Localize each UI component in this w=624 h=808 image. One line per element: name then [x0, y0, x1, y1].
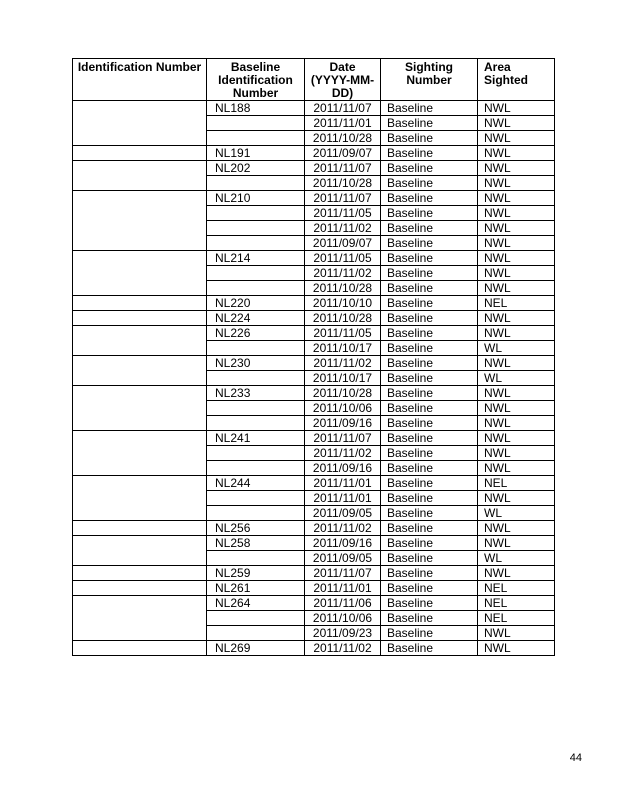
cell-date: 2011/11/01 — [305, 476, 381, 491]
cell-date: 2011/10/06 — [305, 401, 381, 416]
cell-area-sighted: NWL — [478, 626, 555, 641]
cell-identification-number — [73, 326, 207, 341]
cell-identification-number — [73, 161, 207, 176]
cell-area-sighted: NWL — [478, 356, 555, 371]
cell-identification-number — [73, 206, 207, 221]
cell-baseline-id: NL264 — [207, 596, 305, 611]
cell-baseline-id: NL188 — [207, 101, 305, 116]
table-row — [73, 176, 555, 191]
header-area-sighted: Area Sighted — [478, 59, 555, 101]
cell-identification-number — [73, 296, 207, 311]
cell-area-sighted: NWL — [478, 386, 555, 401]
cell-area-sighted: WL — [478, 341, 555, 356]
cell-baseline-id — [207, 611, 305, 626]
cell-area-sighted: NWL — [478, 311, 555, 326]
cell-sighting-number: Baseline — [381, 446, 478, 461]
table-row — [73, 206, 555, 221]
table-row — [73, 596, 555, 611]
cell-date: 2011/11/07 — [305, 101, 381, 116]
cell-identification-number — [73, 401, 207, 416]
cell-date: 2011/10/17 — [305, 371, 381, 386]
cell-date: 2011/11/07 — [305, 161, 381, 176]
table-row — [73, 191, 555, 206]
table-row — [73, 581, 555, 596]
cell-area-sighted: WL — [478, 551, 555, 566]
table-row — [73, 146, 555, 161]
cell-date: 2011/09/23 — [305, 626, 381, 641]
cell-baseline-id: NL244 — [207, 476, 305, 491]
cell-baseline-id — [207, 281, 305, 296]
cell-baseline-id: NL224 — [207, 311, 305, 326]
table-row — [73, 371, 555, 386]
cell-area-sighted: NWL — [478, 446, 555, 461]
cell-sighting-number: Baseline — [381, 116, 478, 131]
cell-date: 2011/11/02 — [305, 221, 381, 236]
cell-area-sighted: NWL — [478, 431, 555, 446]
cell-area-sighted: NWL — [478, 461, 555, 476]
cell-baseline-id — [207, 371, 305, 386]
table-row — [73, 386, 555, 401]
cell-baseline-id — [207, 176, 305, 191]
cell-date: 2011/10/17 — [305, 341, 381, 356]
cell-area-sighted: NWL — [478, 566, 555, 581]
cell-date: 2011/09/16 — [305, 536, 381, 551]
cell-area-sighted: NWL — [478, 401, 555, 416]
cell-sighting-number: Baseline — [381, 371, 478, 386]
cell-baseline-id — [207, 341, 305, 356]
cell-baseline-id — [207, 116, 305, 131]
cell-identification-number — [73, 506, 207, 521]
table-row — [73, 236, 555, 251]
cell-sighting-number: Baseline — [381, 476, 478, 491]
cell-sighting-number: Baseline — [381, 401, 478, 416]
cell-baseline-id — [207, 506, 305, 521]
table-row — [73, 491, 555, 506]
table-row — [73, 101, 555, 116]
cell-date: 2011/09/05 — [305, 506, 381, 521]
cell-baseline-id — [207, 131, 305, 146]
table-row — [73, 401, 555, 416]
cell-date: 2011/11/06 — [305, 596, 381, 611]
cell-date: 2011/11/07 — [305, 431, 381, 446]
cell-baseline-id: NL261 — [207, 581, 305, 596]
cell-date: 2011/11/02 — [305, 356, 381, 371]
cell-baseline-id: NL258 — [207, 536, 305, 551]
cell-date: 2011/09/05 — [305, 551, 381, 566]
table-row — [73, 536, 555, 551]
cell-date: 2011/11/02 — [305, 266, 381, 281]
table-row — [73, 476, 555, 491]
cell-baseline-id: NL269 — [207, 641, 305, 656]
table-row — [73, 356, 555, 371]
table-row — [73, 281, 555, 296]
cell-baseline-id — [207, 626, 305, 641]
cell-baseline-id: NL233 — [207, 386, 305, 401]
cell-identification-number — [73, 551, 207, 566]
cell-area-sighted: NEL — [478, 476, 555, 491]
cell-date: 2011/11/02 — [305, 641, 381, 656]
cell-sighting-number: Baseline — [381, 236, 478, 251]
cell-sighting-number: Baseline — [381, 206, 478, 221]
cell-sighting-number: Baseline — [381, 521, 478, 536]
header-sighting-number: Sighting Number — [381, 59, 478, 101]
cell-baseline-id: NL191 — [207, 146, 305, 161]
table-row — [73, 506, 555, 521]
cell-identification-number — [73, 491, 207, 506]
cell-identification-number — [73, 446, 207, 461]
page-number: 44 — [569, 752, 582, 764]
cell-sighting-number: Baseline — [381, 551, 478, 566]
cell-date: 2011/10/06 — [305, 611, 381, 626]
table-row — [73, 161, 555, 176]
cell-identification-number — [73, 626, 207, 641]
cell-date: 2011/10/28 — [305, 131, 381, 146]
cell-date: 2011/09/07 — [305, 146, 381, 161]
cell-date: 2011/11/05 — [305, 251, 381, 266]
cell-identification-number — [73, 281, 207, 296]
table-row — [73, 641, 555, 656]
cell-sighting-number: Baseline — [381, 311, 478, 326]
cell-baseline-id — [207, 236, 305, 251]
header-identification-number: Identification Number — [73, 59, 207, 101]
table-row — [73, 296, 555, 311]
cell-baseline-id: NL214 — [207, 251, 305, 266]
table-body — [73, 101, 555, 656]
cell-area-sighted: NEL — [478, 596, 555, 611]
cell-area-sighted: NWL — [478, 131, 555, 146]
cell-baseline-id — [207, 461, 305, 476]
cell-identification-number — [73, 431, 207, 446]
cell-identification-number — [73, 521, 207, 536]
cell-identification-number — [73, 581, 207, 596]
cell-baseline-id — [207, 491, 305, 506]
cell-sighting-number: Baseline — [381, 626, 478, 641]
cell-baseline-id — [207, 266, 305, 281]
table-row — [73, 626, 555, 641]
cell-baseline-id — [207, 551, 305, 566]
table-row — [73, 326, 555, 341]
cell-area-sighted: NWL — [478, 251, 555, 266]
cell-baseline-id — [207, 221, 305, 236]
cell-area-sighted: NWL — [478, 176, 555, 191]
cell-sighting-number: Baseline — [381, 566, 478, 581]
cell-identification-number — [73, 251, 207, 266]
cell-area-sighted: NWL — [478, 281, 555, 296]
cell-sighting-number: Baseline — [381, 611, 478, 626]
header-baseline-identification-number: Baseline Identification Number — [207, 59, 305, 101]
cell-identification-number — [73, 536, 207, 551]
cell-sighting-number: Baseline — [381, 461, 478, 476]
cell-area-sighted: NEL — [478, 611, 555, 626]
cell-sighting-number: Baseline — [381, 251, 478, 266]
cell-area-sighted: NWL — [478, 206, 555, 221]
cell-date: 2011/10/28 — [305, 176, 381, 191]
cell-area-sighted: NWL — [478, 521, 555, 536]
cell-baseline-id — [207, 206, 305, 221]
cell-date: 2011/09/16 — [305, 461, 381, 476]
cell-identification-number — [73, 311, 207, 326]
cell-sighting-number: Baseline — [381, 176, 478, 191]
cell-date: 2011/10/28 — [305, 281, 381, 296]
cell-sighting-number: Baseline — [381, 536, 478, 551]
cell-date: 2011/10/10 — [305, 296, 381, 311]
cell-area-sighted: NWL — [478, 416, 555, 431]
cell-baseline-id: NL230 — [207, 356, 305, 371]
cell-date: 2011/11/05 — [305, 326, 381, 341]
cell-date: 2011/11/01 — [305, 116, 381, 131]
cell-baseline-id: NL226 — [207, 326, 305, 341]
cell-identification-number — [73, 131, 207, 146]
cell-date: 2011/11/07 — [305, 566, 381, 581]
table-row — [73, 221, 555, 236]
cell-date: 2011/09/16 — [305, 416, 381, 431]
cell-identification-number — [73, 236, 207, 251]
cell-sighting-number: Baseline — [381, 431, 478, 446]
cell-sighting-number: Baseline — [381, 506, 478, 521]
cell-sighting-number: Baseline — [381, 341, 478, 356]
table-row — [73, 131, 555, 146]
cell-area-sighted: NWL — [478, 146, 555, 161]
cell-sighting-number: Baseline — [381, 296, 478, 311]
cell-baseline-id: NL256 — [207, 521, 305, 536]
cell-identification-number — [73, 611, 207, 626]
cell-area-sighted: NWL — [478, 536, 555, 551]
cell-baseline-id: NL210 — [207, 191, 305, 206]
cell-identification-number — [73, 266, 207, 281]
cell-identification-number — [73, 596, 207, 611]
cell-identification-number — [73, 101, 207, 116]
table-row — [73, 311, 555, 326]
cell-area-sighted: NWL — [478, 236, 555, 251]
cell-area-sighted: WL — [478, 506, 555, 521]
cell-baseline-id — [207, 401, 305, 416]
cell-identification-number — [73, 476, 207, 491]
cell-baseline-id — [207, 416, 305, 431]
cell-area-sighted: NWL — [478, 641, 555, 656]
table-row — [73, 611, 555, 626]
cell-identification-number — [73, 191, 207, 206]
cell-sighting-number: Baseline — [381, 221, 478, 236]
cell-sighting-number: Baseline — [381, 281, 478, 296]
sightings-table — [72, 58, 555, 656]
cell-sighting-number: Baseline — [381, 191, 478, 206]
cell-area-sighted: NWL — [478, 266, 555, 281]
cell-date: 2011/10/28 — [305, 311, 381, 326]
cell-identification-number — [73, 221, 207, 236]
cell-identification-number — [73, 371, 207, 386]
cell-date: 2011/11/02 — [305, 521, 381, 536]
table-row — [73, 551, 555, 566]
cell-identification-number — [73, 356, 207, 371]
cell-date: 2011/11/02 — [305, 446, 381, 461]
cell-identification-number — [73, 641, 207, 656]
cell-date: 2011/10/28 — [305, 386, 381, 401]
cell-identification-number — [73, 116, 207, 131]
table-header-row — [73, 59, 555, 101]
cell-baseline-id: NL241 — [207, 431, 305, 446]
cell-date: 2011/09/07 — [305, 236, 381, 251]
cell-sighting-number: Baseline — [381, 161, 478, 176]
cell-identification-number — [73, 341, 207, 356]
cell-area-sighted: NWL — [478, 116, 555, 131]
cell-identification-number — [73, 146, 207, 161]
cell-baseline-id — [207, 446, 305, 461]
table-row — [73, 416, 555, 431]
cell-area-sighted: NWL — [478, 101, 555, 116]
table-row — [73, 446, 555, 461]
cell-sighting-number: Baseline — [381, 416, 478, 431]
cell-sighting-number: Baseline — [381, 581, 478, 596]
table-row — [73, 266, 555, 281]
cell-baseline-id: NL202 — [207, 161, 305, 176]
cell-sighting-number: Baseline — [381, 596, 478, 611]
cell-identification-number — [73, 176, 207, 191]
table-row — [73, 521, 555, 536]
table-row — [73, 341, 555, 356]
cell-sighting-number: Baseline — [381, 131, 478, 146]
cell-baseline-id: NL220 — [207, 296, 305, 311]
cell-identification-number — [73, 416, 207, 431]
cell-date: 2011/11/01 — [305, 581, 381, 596]
cell-area-sighted: WL — [478, 371, 555, 386]
table-row — [73, 251, 555, 266]
cell-sighting-number: Baseline — [381, 386, 478, 401]
cell-identification-number — [73, 386, 207, 401]
cell-area-sighted: NWL — [478, 326, 555, 341]
cell-sighting-number: Baseline — [381, 266, 478, 281]
cell-date: 2011/11/07 — [305, 191, 381, 206]
cell-date: 2011/11/05 — [305, 206, 381, 221]
cell-sighting-number: Baseline — [381, 491, 478, 506]
cell-sighting-number: Baseline — [381, 101, 478, 116]
cell-area-sighted: NWL — [478, 161, 555, 176]
header-date: Date (YYYY-MM-DD) — [305, 59, 381, 101]
cell-baseline-id: NL259 — [207, 566, 305, 581]
cell-area-sighted: NWL — [478, 191, 555, 206]
cell-sighting-number: Baseline — [381, 326, 478, 341]
table-row — [73, 461, 555, 476]
cell-area-sighted: NEL — [478, 581, 555, 596]
table-row — [73, 431, 555, 446]
cell-sighting-number: Baseline — [381, 356, 478, 371]
table-row — [73, 566, 555, 581]
cell-identification-number — [73, 461, 207, 476]
cell-date: 2011/11/01 — [305, 491, 381, 506]
cell-area-sighted: NEL — [478, 296, 555, 311]
cell-sighting-number: Baseline — [381, 641, 478, 656]
table-row — [73, 116, 555, 131]
cell-area-sighted: NWL — [478, 491, 555, 506]
cell-area-sighted: NWL — [478, 221, 555, 236]
cell-sighting-number: Baseline — [381, 146, 478, 161]
cell-identification-number — [73, 566, 207, 581]
